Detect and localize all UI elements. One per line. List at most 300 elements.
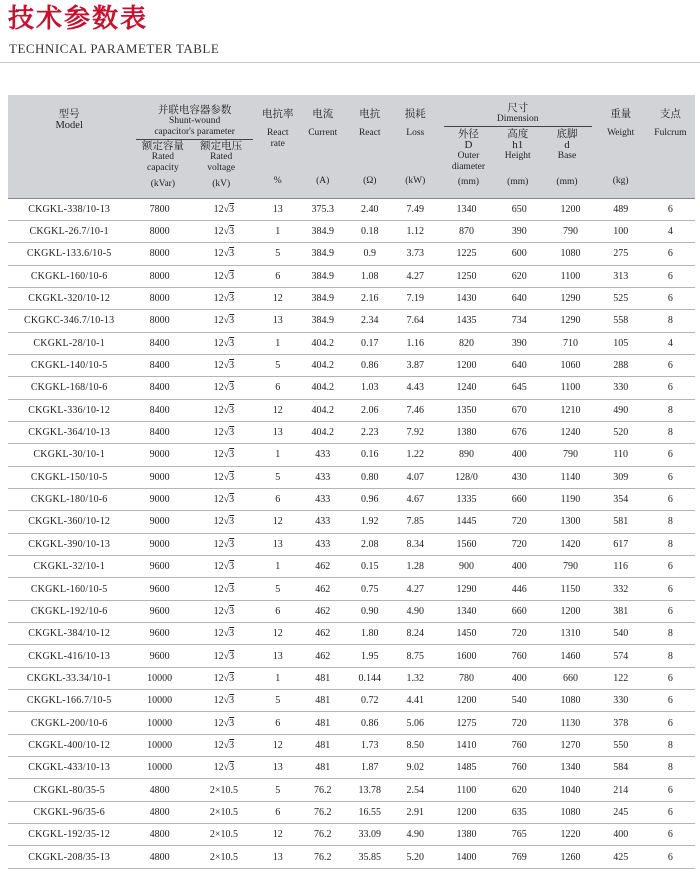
cell-base: 790	[545, 444, 595, 466]
cell-voltage: 12√3	[189, 645, 259, 667]
page-title: 技术参数表	[8, 4, 149, 34]
cell-rate: 13	[259, 645, 297, 667]
cell-current: 462	[297, 645, 349, 667]
header-model-cn: 型号	[58, 109, 80, 120]
header-dimension	[440, 95, 596, 198]
cell-model: CKGKL-336/10-12	[8, 399, 130, 421]
cell-capacity: 4800	[130, 779, 189, 801]
header-base-unit: (mm)	[556, 177, 578, 187]
cell-capacity: 10000	[130, 757, 189, 779]
table-row	[8, 690, 695, 712]
cell-capacity: 4800	[130, 824, 189, 846]
cell-model: CKGKL-192/35-12	[8, 824, 130, 846]
cell-loss: 4.07	[391, 466, 440, 488]
cell-height: 645	[493, 377, 545, 399]
cell-capacity: 8400	[130, 421, 189, 443]
cell-capacity: 7800	[130, 198, 189, 220]
cell-outer: 128/0	[440, 466, 493, 488]
table-row	[8, 466, 695, 488]
cell-current: 481	[297, 712, 349, 734]
table-row	[8, 444, 695, 466]
cell-capacity: 9600	[130, 556, 189, 578]
cell-capacity: 9600	[130, 645, 189, 667]
header-current-unit: (A)	[316, 176, 330, 186]
cell-capacity: 8400	[130, 399, 189, 421]
cell-voltage: 2×10.5	[189, 824, 259, 846]
cell-loss: 4.67	[391, 488, 440, 510]
cell-voltage: 12√3	[189, 220, 259, 242]
cell-fulcrum: 6	[646, 578, 695, 600]
cell-outer: 1445	[440, 511, 493, 533]
cell-base: 1290	[545, 310, 595, 332]
cell-fulcrum: 4	[646, 332, 695, 354]
cell-weight: 288	[596, 354, 646, 376]
cell-fulcrum: 6	[646, 287, 695, 309]
cell-capacity: 9600	[130, 623, 189, 645]
cell-base: 1080	[545, 801, 595, 823]
cell-fulcrum: 4	[646, 220, 695, 242]
cell-current: 433	[297, 488, 349, 510]
cell-fulcrum: 6	[646, 265, 695, 287]
cell-weight: 354	[596, 488, 646, 510]
cell-loss: 4.41	[391, 690, 440, 712]
header-model	[8, 95, 130, 198]
cell-height: 640	[493, 287, 545, 309]
cell-weight: 617	[596, 533, 646, 555]
cell-current: 433	[297, 533, 349, 555]
parameter-table	[8, 95, 695, 869]
cell-model: CKGKL-208/35-13	[8, 846, 130, 868]
cell-rate: 13	[259, 310, 297, 332]
cell-weight: 275	[596, 243, 646, 265]
header-rated-capacity-en: Rated capacity	[147, 152, 179, 173]
cell-fulcrum: 8	[646, 623, 695, 645]
cell-outer: 1560	[440, 533, 493, 555]
cell-model: CKGKL-364/10-13	[8, 421, 130, 443]
cell-capacity: 4800	[130, 846, 189, 868]
cell-height: 400	[493, 444, 545, 466]
cell-height: 540	[493, 690, 545, 712]
cell-react: 0.15	[349, 556, 391, 578]
cell-current: 384.9	[297, 265, 349, 287]
cell-current: 462	[297, 600, 349, 622]
cell-rate: 5	[259, 690, 297, 712]
table-row	[8, 198, 695, 220]
cell-outer: 1410	[440, 734, 493, 756]
cell-outer: 1380	[440, 421, 493, 443]
cell-model: CKGKL-133.6/10-5	[8, 243, 130, 265]
cell-voltage: 12√3	[189, 421, 259, 443]
cell-model: CKGKL-166.7/10-5	[8, 690, 130, 712]
cell-current: 375.3	[297, 198, 349, 220]
cell-weight: 309	[596, 466, 646, 488]
cell-base: 1240	[545, 421, 595, 443]
cell-base: 1310	[545, 623, 595, 645]
header-fulcrum-en: Fulcrum	[654, 128, 687, 138]
table-row	[8, 354, 695, 376]
cell-loss: 4.43	[391, 377, 440, 399]
cell-voltage: 12√3	[189, 332, 259, 354]
cell-loss: 8.75	[391, 645, 440, 667]
cell-rate: 1	[259, 220, 297, 242]
cell-model: CKGKL-32/10-1	[8, 556, 130, 578]
cell-voltage: 12√3	[189, 533, 259, 555]
cell-outer: 1200	[440, 690, 493, 712]
cell-capacity: 8400	[130, 377, 189, 399]
cell-outer: 1335	[440, 488, 493, 510]
cell-fulcrum: 8	[646, 533, 695, 555]
cell-outer: 1340	[440, 198, 493, 220]
cell-model: CKGKL-338/10-13	[8, 198, 130, 220]
cell-base: 1080	[545, 243, 595, 265]
header-react	[349, 95, 391, 198]
cell-base: 1200	[545, 198, 595, 220]
table-body	[8, 198, 695, 868]
cell-voltage: 12√3	[189, 712, 259, 734]
cell-capacity: 8000	[130, 287, 189, 309]
cell-capacity: 8000	[130, 220, 189, 242]
cell-model: CKGKL-192/10-6	[8, 600, 130, 622]
cell-voltage: 12√3	[189, 399, 259, 421]
header-weight-cn: 重量	[610, 109, 632, 120]
table-row	[8, 734, 695, 756]
cell-rate: 1	[259, 667, 297, 689]
cell-rate: 12	[259, 623, 297, 645]
cell-base: 1100	[545, 377, 595, 399]
cell-voltage: 12√3	[189, 243, 259, 265]
table-row	[8, 645, 695, 667]
cell-current: 384.9	[297, 310, 349, 332]
header-current-en: Current	[308, 128, 338, 138]
cell-capacity: 9000	[130, 466, 189, 488]
cell-height: 765	[493, 824, 545, 846]
table-row	[8, 399, 695, 421]
cell-react: 0.75	[349, 578, 391, 600]
cell-capacity: 9600	[130, 578, 189, 600]
cell-fulcrum: 6	[646, 779, 695, 801]
cell-voltage: 2×10.5	[189, 779, 259, 801]
header-fulcrum-cn: 支点	[659, 109, 681, 120]
header-height	[493, 127, 542, 188]
table-row	[8, 533, 695, 555]
cell-current: 384.9	[297, 287, 349, 309]
cell-outer: 1380	[440, 824, 493, 846]
cell-capacity: 8400	[130, 354, 189, 376]
cell-current: 76.2	[297, 824, 349, 846]
cell-current: 481	[297, 690, 349, 712]
cell-base: 1420	[545, 533, 595, 555]
cell-height: 650	[493, 198, 545, 220]
cell-base: 710	[545, 332, 595, 354]
header-current-cn: 电流	[312, 109, 334, 120]
table-row	[8, 243, 695, 265]
table-row	[8, 779, 695, 801]
cell-loss: 7.85	[391, 511, 440, 533]
header-base-en: Base	[557, 151, 577, 161]
cell-base: 1130	[545, 712, 595, 734]
cell-height: 620	[493, 779, 545, 801]
cell-capacity: 10000	[130, 667, 189, 689]
cell-loss: 8.34	[391, 533, 440, 555]
cell-weight: 425	[596, 846, 646, 868]
cell-current: 462	[297, 578, 349, 600]
header-react-rate-unit: %	[273, 176, 282, 186]
cell-voltage: 12√3	[189, 511, 259, 533]
cell-fulcrum: 6	[646, 801, 695, 823]
cell-capacity: 9000	[130, 444, 189, 466]
cell-current: 384.9	[297, 243, 349, 265]
cell-react: 0.86	[349, 354, 391, 376]
cell-weight: 525	[596, 287, 646, 309]
cell-rate: 6	[259, 488, 297, 510]
cell-voltage: 12√3	[189, 623, 259, 645]
cell-base: 1270	[545, 734, 595, 756]
cell-voltage: 12√3	[189, 488, 259, 510]
cell-outer: 1450	[440, 623, 493, 645]
cell-height: 600	[493, 243, 545, 265]
cell-voltage: 12√3	[189, 287, 259, 309]
cell-fulcrum: 6	[646, 354, 695, 376]
cell-voltage: 12√3	[189, 377, 259, 399]
cell-model: CKGKL-96/35-6	[8, 801, 130, 823]
cell-fulcrum: 6	[646, 667, 695, 689]
cell-rate: 6	[259, 600, 297, 622]
cell-outer: 890	[440, 444, 493, 466]
cell-model: CKGKL-160/10-5	[8, 578, 130, 600]
cell-rate: 5	[259, 466, 297, 488]
header-outer-sym: D	[464, 139, 473, 151]
cell-capacity: 8000	[130, 265, 189, 287]
cell-rate: 5	[259, 354, 297, 376]
cell-weight: 489	[596, 198, 646, 220]
cell-model: CKGKL-168/10-6	[8, 377, 130, 399]
cell-weight: 520	[596, 421, 646, 443]
cell-weight: 214	[596, 779, 646, 801]
cell-height: 720	[493, 623, 545, 645]
cell-outer: 1485	[440, 757, 493, 779]
cell-voltage: 12√3	[189, 310, 259, 332]
cell-outer: 900	[440, 556, 493, 578]
table-row	[8, 488, 695, 510]
cell-loss: 8.50	[391, 734, 440, 756]
cell-rate: 6	[259, 377, 297, 399]
cell-react: 2.40	[349, 198, 391, 220]
header-weight	[596, 95, 646, 198]
cell-loss: 3.87	[391, 354, 440, 376]
cell-loss: 1.16	[391, 332, 440, 354]
cell-capacity: 8000	[130, 243, 189, 265]
cell-loss: 7.46	[391, 399, 440, 421]
cell-model: CKGKL-30/10-1	[8, 444, 130, 466]
cell-loss: 3.73	[391, 243, 440, 265]
cell-model: CKGKL-390/10-13	[8, 533, 130, 555]
cell-model: CKGKL-400/10-12	[8, 734, 130, 756]
cell-fulcrum: 8	[646, 757, 695, 779]
cell-voltage: 12√3	[189, 198, 259, 220]
cell-capacity: 9600	[130, 600, 189, 622]
cell-model: CKGKL-320/10-12	[8, 287, 130, 309]
table-row	[8, 287, 695, 309]
cell-weight: 313	[596, 265, 646, 287]
header-rated-capacity-unit: (kVar)	[150, 179, 175, 189]
cell-react: 2.23	[349, 421, 391, 443]
cell-rate: 6	[259, 712, 297, 734]
cell-outer: 1290	[440, 578, 493, 600]
cell-current: 404.2	[297, 421, 349, 443]
cell-base: 1210	[545, 399, 595, 421]
cell-loss: 7.49	[391, 198, 440, 220]
header-rated-voltage-unit: (kV)	[212, 179, 231, 189]
cell-model: CKGKL-433/10-13	[8, 757, 130, 779]
cell-rate: 5	[259, 578, 297, 600]
cell-outer: 820	[440, 332, 493, 354]
cell-model: CKGKL-150/10-5	[8, 466, 130, 488]
cell-model: CKGKL-384/10-12	[8, 623, 130, 645]
cell-height: 670	[493, 399, 545, 421]
cell-weight: 381	[596, 600, 646, 622]
cell-react: 33.09	[349, 824, 391, 846]
cell-model: CKGKC-346.7/10-13	[8, 310, 130, 332]
cell-rate: 13	[259, 421, 297, 443]
cell-react: 13.78	[349, 779, 391, 801]
cell-react: 1.73	[349, 734, 391, 756]
cell-weight: 584	[596, 757, 646, 779]
header-rated-capacity	[136, 140, 189, 190]
cell-react: 0.80	[349, 466, 391, 488]
cell-voltage: 12√3	[189, 466, 259, 488]
cell-rate: 6	[259, 801, 297, 823]
cell-react: 0.90	[349, 600, 391, 622]
cell-weight: 332	[596, 578, 646, 600]
cell-current: 433	[297, 511, 349, 533]
cell-voltage: 12√3	[189, 667, 259, 689]
cell-height: 400	[493, 667, 545, 689]
cell-weight: 558	[596, 310, 646, 332]
cell-fulcrum: 8	[646, 511, 695, 533]
cell-fulcrum: 6	[646, 824, 695, 846]
cell-fulcrum: 8	[646, 310, 695, 332]
cell-react: 2.16	[349, 287, 391, 309]
cell-outer: 1200	[440, 801, 493, 823]
header-loss	[391, 95, 440, 198]
cell-voltage: 12√3	[189, 556, 259, 578]
cell-model: CKGKL-360/10-12	[8, 511, 130, 533]
cell-rate: 12	[259, 824, 297, 846]
cell-base: 660	[545, 667, 595, 689]
table-row	[8, 220, 695, 242]
cell-rate: 12	[259, 399, 297, 421]
cell-loss: 7.19	[391, 287, 440, 309]
cell-react: 1.03	[349, 377, 391, 399]
cell-outer: 870	[440, 220, 493, 242]
cell-height: 760	[493, 645, 545, 667]
table-row	[8, 600, 695, 622]
cell-weight: 378	[596, 712, 646, 734]
cell-react: 35.85	[349, 846, 391, 868]
cell-fulcrum: 6	[646, 243, 695, 265]
cell-fulcrum: 6	[646, 600, 695, 622]
cell-height: 760	[493, 734, 545, 756]
table-row	[8, 712, 695, 734]
cell-base: 1300	[545, 511, 595, 533]
header-height-cn: 高度	[507, 129, 529, 140]
cell-react: 1.95	[349, 645, 391, 667]
cell-capacity: 9000	[130, 533, 189, 555]
header-weight-en: Weight	[607, 128, 635, 138]
cell-capacity: 9000	[130, 511, 189, 533]
cell-react: 1.80	[349, 623, 391, 645]
cell-react: 0.72	[349, 690, 391, 712]
cell-current: 76.2	[297, 846, 349, 868]
cell-outer: 1435	[440, 310, 493, 332]
header-outer-cn: 外径	[457, 129, 479, 140]
cell-height: 660	[493, 600, 545, 622]
cell-react: 2.34	[349, 310, 391, 332]
header-shunt-capacitor	[130, 95, 259, 198]
cell-react: 0.18	[349, 220, 391, 242]
cell-react: 2.08	[349, 533, 391, 555]
page-subtitle: TECHNICAL PARAMETER TABLE	[9, 41, 220, 56]
cell-model: CKGKL-416/10-13	[8, 645, 130, 667]
header-outer-unit: (mm)	[457, 177, 479, 187]
cell-current: 404.2	[297, 399, 349, 421]
cell-current: 481	[297, 734, 349, 756]
cell-current: 462	[297, 623, 349, 645]
cell-fulcrum: 6	[646, 466, 695, 488]
cell-current: 404.2	[297, 377, 349, 399]
cell-loss: 7.92	[391, 421, 440, 443]
header-rated-voltage	[189, 140, 253, 190]
cell-height: 390	[493, 332, 545, 354]
header-dimension-cn: 尺寸	[507, 103, 529, 114]
cell-current: 433	[297, 444, 349, 466]
cell-base: 790	[545, 556, 595, 578]
cell-loss: 8.24	[391, 623, 440, 645]
table-row	[8, 757, 695, 779]
header-current	[297, 95, 349, 198]
cell-model: CKGKL-160/10-6	[8, 265, 130, 287]
cell-fulcrum: 6	[646, 198, 695, 220]
cell-height: 640	[493, 354, 545, 376]
cell-height: 720	[493, 712, 545, 734]
cell-weight: 574	[596, 645, 646, 667]
cell-voltage: 12√3	[189, 690, 259, 712]
header-base-sym: d	[564, 139, 570, 151]
cell-loss: 1.12	[391, 220, 440, 242]
cell-weight: 550	[596, 734, 646, 756]
cell-rate: 1	[259, 556, 297, 578]
cell-loss: 5.20	[391, 846, 440, 868]
cell-base: 1040	[545, 779, 595, 801]
cell-react: 0.16	[349, 444, 391, 466]
cell-weight: 490	[596, 399, 646, 421]
cell-capacity: 8400	[130, 332, 189, 354]
cell-weight: 110	[596, 444, 646, 466]
cell-current: 404.2	[297, 332, 349, 354]
cell-voltage: 12√3	[189, 444, 259, 466]
cell-react: 1.92	[349, 511, 391, 533]
header-react-en: React	[358, 128, 381, 138]
table-row	[8, 556, 695, 578]
cell-height: 760	[493, 757, 545, 779]
cell-base: 1340	[545, 757, 595, 779]
cell-outer: 1350	[440, 399, 493, 421]
cell-loss: 9.02	[391, 757, 440, 779]
cell-fulcrum: 6	[646, 846, 695, 868]
cell-weight: 330	[596, 690, 646, 712]
table-row	[8, 377, 695, 399]
cell-base: 1460	[545, 645, 595, 667]
